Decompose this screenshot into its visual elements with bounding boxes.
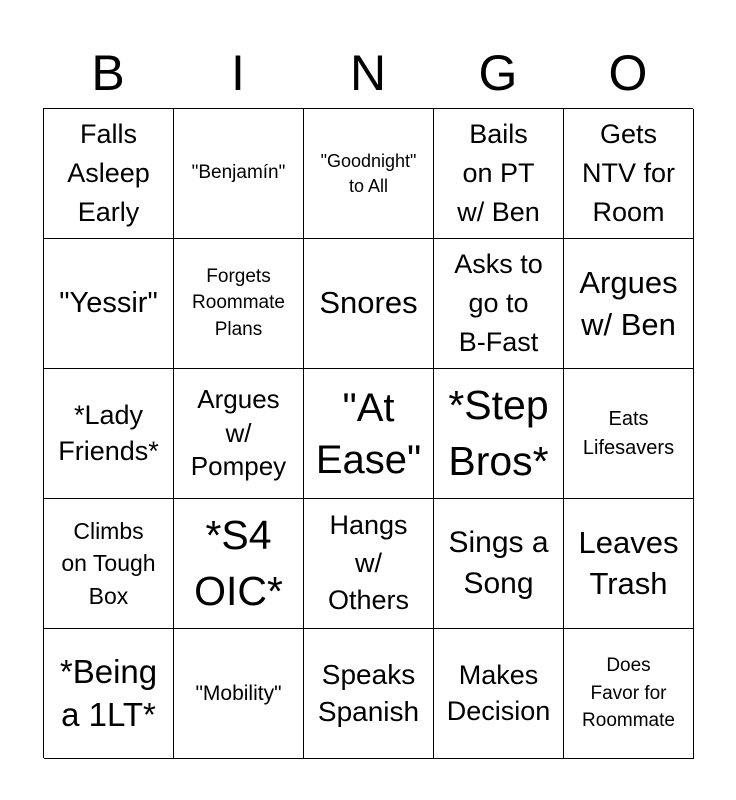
bingo-cell[interactable]	[304, 369, 434, 499]
bingo-cell[interactable]	[564, 369, 694, 499]
bingo-header	[43, 40, 693, 106]
bingo-cell-label: "Benjamín"	[191, 162, 286, 184]
bingo-cell[interactable]	[434, 369, 564, 499]
bingo-cell[interactable]	[44, 499, 174, 629]
bingo-cell-label: "Mobility"	[195, 681, 282, 705]
bingo-cell[interactable]	[174, 239, 304, 369]
bingo-cell-label: Snores	[319, 285, 418, 321]
bingo-cell[interactable]	[434, 499, 564, 629]
bingo-cell[interactable]	[174, 499, 304, 629]
bingo-cell-label: Forgets Roommate Plans	[192, 265, 285, 340]
bingo-cell-label: Leaves Trash	[578, 525, 679, 601]
bingo-cell[interactable]	[304, 239, 434, 369]
bingo-cell-label: Argues w/ Pompey	[190, 383, 287, 482]
bingo-cell-label: "At Ease"	[315, 385, 422, 482]
bingo-board	[43, 108, 693, 758]
bingo-cell[interactable]	[304, 499, 434, 629]
bingo-cell-label: *S4 OIC*	[194, 512, 283, 614]
bingo-cell-label: Hangs w/ Others	[327, 509, 410, 616]
bingo-cell-label: "Yessir"	[59, 286, 158, 319]
header-letter-o: O	[608, 45, 648, 101]
bingo-cell[interactable]	[44, 109, 174, 239]
bingo-cell-label: Speaks Spanish	[317, 659, 420, 727]
bingo-cell-label: Asks to go to B-Fast	[454, 248, 543, 358]
bingo-cell[interactable]	[44, 369, 174, 499]
bingo-cell[interactable]	[174, 109, 304, 239]
bingo-cell[interactable]	[174, 369, 304, 499]
bingo-cell-label: Climbs on Tough Box	[61, 518, 156, 609]
bingo-cell[interactable]	[44, 239, 174, 369]
bingo-cell-label: Argues w/ Ben	[579, 264, 678, 342]
bingo-cell-label: *Step Bros*	[448, 382, 549, 484]
bingo-cell[interactable]	[564, 629, 694, 759]
bingo-cell-label: *Being a 1LT*	[59, 652, 158, 733]
bingo-cell[interactable]	[304, 629, 434, 759]
bingo-cell[interactable]	[564, 239, 694, 369]
header-letter-g: G	[478, 45, 518, 101]
header-letter-n: N	[349, 45, 387, 101]
bingo-cell[interactable]	[434, 239, 564, 369]
bingo-cell[interactable]	[174, 629, 304, 759]
bingo-cell-label: "Goodnight" to All	[320, 151, 417, 196]
bingo-cell-label: Bails on PT w/ Ben	[457, 118, 540, 228]
header-letter-i: I	[231, 45, 245, 101]
bingo-cell-label: Makes Decision	[446, 660, 551, 726]
bingo-cell[interactable]	[564, 109, 694, 239]
bingo-cell-label: Does Favor for Roommate	[582, 655, 675, 732]
bingo-cell[interactable]	[44, 629, 174, 759]
bingo-cell-label: Eats Lifesavers	[582, 407, 675, 459]
bingo-cell-label: *Lady Friends*	[58, 400, 159, 466]
bingo-cell[interactable]	[564, 499, 694, 629]
bingo-cell[interactable]	[434, 109, 564, 239]
bingo-cell-label: Gets NTV for Room	[581, 118, 675, 228]
bingo-cell[interactable]	[304, 109, 434, 239]
bingo-cell-label: Sings a Song	[448, 526, 549, 600]
bingo-cell[interactable]	[434, 629, 564, 759]
bingo-cell-label: Falls Asleep Early	[67, 118, 150, 228]
header-letter-b: B	[91, 45, 125, 101]
